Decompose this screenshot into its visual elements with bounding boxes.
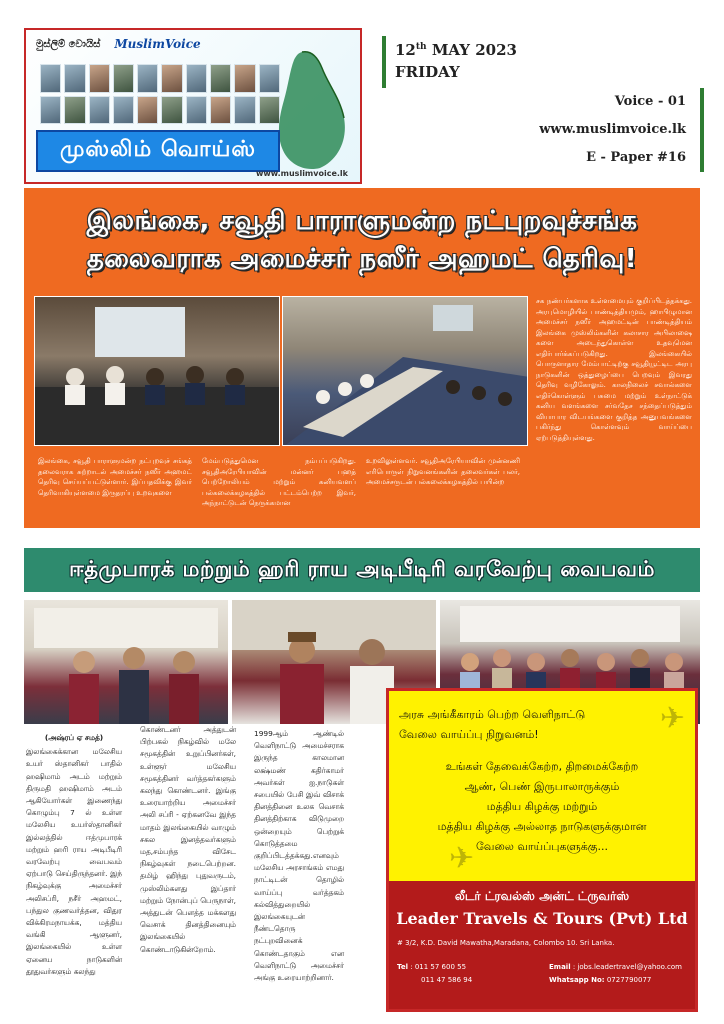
lead-photo-1-illustration (35, 297, 280, 446)
masthead-logo-banner (36, 130, 280, 172)
lead-text-column-1: இலங்கை, சவூதி பாராளுமன்ற நட்புறவுச் சங்கத் தலைவராக சுற்றாடல் அமைச்சர் நஸீர் அஹமட் தெரிவு செய்யப்பட்டுள்ளார். இப்பதவிக்கு இவர் தெரிவாகியுள்ளமை இருதரப்பு உறவுகளை (38, 457, 192, 497)
website-link[interactable]: www.muslimvoice.lk (539, 122, 686, 137)
ad-body-line-2: ஆண், பெண் இருபாலாருக்கும் (464, 780, 620, 793)
lead-text-column-3: உறவிலுள்ளவர். சவூதிஅரேபியாவின் முன்னணி எரிபொருள் நிறுவனங்களின் தலைவர்கள் பலர், அமைச்சருடன் பல்கலைக்கழகத்தில் பயின்ற (366, 457, 520, 486)
ad-line-1: அரசு அங்கீகாரம் பெற்ற வெளிநாட்டு (399, 708, 586, 721)
lead-story (24, 188, 700, 528)
ad-top-text (399, 705, 689, 745)
ad-phone-1[interactable]: : 011 57 600 55 (410, 963, 467, 971)
portrait-thumbnail (40, 64, 61, 93)
portrait-thumbnail (40, 96, 61, 125)
ad-body-line-4: மத்திய கிழக்கு அல்லாத நாடுகளுக்குமான (437, 820, 647, 833)
lead-photo-2-illustration (283, 297, 528, 446)
ad-whatsapp[interactable]: 0727790077 (606, 976, 652, 984)
masthead (24, 28, 362, 184)
portrait-thumbnail (137, 96, 158, 125)
lead-photo-panel-table (34, 296, 280, 446)
ad-line-2: வேலை வாய்ப்பு நிறுவனம்! (399, 728, 539, 741)
portrait-thumbnail (210, 96, 231, 125)
ad-body (399, 747, 685, 867)
airplane-icon: ✈ (449, 841, 475, 876)
epaper-number: E - Paper #16 (586, 150, 686, 165)
portrait-thumbnail (210, 64, 231, 93)
ad-contact-details: Email : jobs.leadertravel@yahoo.com Whatsapp No: 0727790077 (549, 963, 682, 984)
masthead-url: www.muslimvoice.lk (255, 169, 348, 178)
ad-company-panel (389, 881, 695, 1009)
portrait-thumbnail (234, 96, 255, 125)
lead-text-column-2: மேம்படுத்துமென நம்பப்படுகிறது. சவூதிஅரேபியாவின் மன்னர் பஹத் பெற்றோலியம் மற்றும் கனியவளப் பல்கலைக்கழகத்தில் பட்டம்பெற்ற இவர், அந்நாட்டுடன் நெருக்கமான (202, 457, 356, 507)
masthead-sinhala-name: මුස්ලිම් වොයිස් (36, 38, 101, 50)
portrait-thumbnail (64, 64, 85, 93)
ad-email[interactable]: : jobs.leadertravel@yahoo.com (572, 963, 682, 971)
second-story-column-1 (26, 732, 122, 978)
ad-address: # 3/2, K.D. David Mawatha,Maradana, Colombo 10. Sri Lanka. (397, 939, 615, 947)
lead-headline-line-2: தலைவராக அமைச்சர் நஸீர் அஹமட் தெரிவு! (86, 244, 638, 274)
portrait-thumbnail (113, 64, 134, 93)
portrait-thumbnail (64, 96, 85, 125)
portrait-thumbnail (113, 96, 134, 125)
masthead-tamil-logo: முஸ்லிம் வொய்ஸ் (60, 137, 256, 162)
ad-phone-numbers: Tel : 011 57 600 55 011 47 586 94 (397, 963, 473, 984)
second-story-byline: (அஷ்ரப் ஏ சமத்) (44, 733, 104, 742)
portrait-thumbnail (186, 96, 207, 125)
lead-headline-line-1: இலங்கை, சவூதி பாராளுமன்ற நட்புறவுச்சங்க (86, 206, 638, 236)
portrait-thumbnail (137, 64, 158, 93)
second-photo-1-illustration (24, 600, 228, 724)
lead-photo-conference-room (282, 296, 528, 446)
job-agency-advertisement[interactable] (386, 688, 698, 1012)
second-story-column-1-text: இலங்கைக்கான மலேசிய உயர் ஸ்தானிகர் பாதில் ஹஷிமாம் அடம் மற்றும் திருமதி ஹஷிமாம் அடம் ஆகியோர்கள் இணைந்து கொழும்பு 7 ல் உள்ள மலேசிய உயர்ஸ்தானிகர் இல்லத்தில் ஈத்முபாரக் மற்றும் ஹரி ராய அடிபீடிரி வரவேற்பு வைபவம் ஏற்பாடு செய்திருந்தனர். இந் நிகழ்வுக்கு அமைச்சர் அலிசப்ரி, நசீர் அஹமட், பந்துல குணவர்த்தன, விதுர விக்கிரமநாயக்க, மத்திய வங்கி ஆளுனர், இலங்கையில் உள்ள ஏனைய நாடுகளின் தூதுவர்களும் கலந்து (26, 747, 122, 976)
portrait-thumbnail (161, 64, 182, 93)
issue-date-block (382, 36, 517, 88)
portrait-thumbnail (89, 96, 110, 125)
lead-text-right-column: சக நண்பர்களாக உள்ளமையும் குறிப்பிடத்தக்கது. அரபுமொழியில் பாண்டித்தியமும், ஹாபிழுமான அமைச்சர் நஸீர் அஹமட்டின் பாண்டித்தியம் இலங்கை முஸ்லிம்களின் கலாசார அபிலாஷை களை அடைந்துகொள்ள உதவுமென எதிர்பார்க்கப்படுகிறது. இலங்கையில் பொருளாதார மேம்பாட்டிற்கு சவூதியூட்டிட அரபு நாடுகளின் ஒத்துழைப்பை பெறவும் இவரது தெரிவு வழிகோலும். காலநிலைச் சவால்களை எதிர்கொள்ளும் பசுமை மற்றும் உள்நாட்டுக் கனிய வளங்களை சர்வதேச சந்தைப்படுத்தும் வியாபார விடயங்களை குறித்த அனுபவங்களை பகிர்ந்து கொள்ளவும் வாய்ப்பை ஏற்படுத்தியுள்ளது. (536, 297, 692, 442)
voice-number: Voice - 01 (614, 94, 686, 109)
ad-body-line-5: வேலை வாய்ப்புகளுக்கு... (476, 840, 608, 853)
portrait-thumbnail (161, 96, 182, 125)
portrait-thumbnail (186, 64, 207, 93)
edition-info-block (504, 88, 704, 172)
ad-body-line-1: உங்கள் தேவைக்கேற்ற, திறமைக்கேற்ற (445, 760, 639, 773)
issue-weekday: FRIDAY (395, 63, 460, 81)
second-story-header (24, 548, 700, 592)
airplane-icon: ✈ (659, 701, 685, 736)
portrait-thumbnail (89, 64, 110, 93)
ad-phone-2[interactable]: 011 47 586 94 (421, 976, 473, 984)
ad-body-line-3: மத்திய கிழக்கு மற்றும் (486, 800, 598, 813)
masthead-english-name: MuslimVoice (114, 37, 201, 51)
portrait-thumbnail (234, 64, 255, 93)
lead-headline (34, 202, 690, 278)
second-story-column-2: கொண்டனர் அத்துடன் பிற்பகல் நிகழ்வில் மலே சமூகத்தின் உறுப்பினர்கள், உள்ளூர் மலேசிய சமூகத்தினர் வர்த்தகர்களும் கலந்து கொண்டனர். இங்கு உரையாற்றிய அமைச்சர் அலி சப்ரி - ஏற்கனவே இந்த மாதம் இலங்கையில் வாழும் சகல இனத்தவர்களும் மத,சம்பந்த விசேட நிகழ்வுகள் நடைபெற்றன. தமிழ் ஹிந்து புதுவருடம், முஸ்லிம்களது இப்தார் மற்றும் நோன்புப் பெருநாள், அத்துடன் பௌத்த மக்களது வெசாக் தினத்தினையும் இலங்கையில் கொண்டாடுகின்றோம். (140, 725, 236, 954)
ad-company-name-english: Leader Travels & Tours (Pvt) Ltd (396, 909, 688, 928)
second-story-headline: ஈத்முபாரக் மற்றும் ஹரி ராய அடிபீடிரி வரவேற்பு வைபவம் (69, 556, 655, 581)
masthead-portrait-strip (40, 64, 280, 124)
second-story-photo-1 (24, 600, 228, 724)
issue-date: 12th MAY 2023 (395, 41, 517, 59)
second-story-column-3: 1999ஆம் ஆண்டில் வெளிநாட்டு அமைச்சராக இருந்த காலமான லக்ஷ்மண் கதிர்காமர் அவர்கள் ஐ.நாடுகள் சபையில் பேசி இவ் விசாக் தினத்தினை உலக வெசாக் தினத்திற்காக விடுமுறை ஒன்றையும் பெற்றுக் கொடுத்தமை குறிப்பிடத்தக்கது.எனவும் மலேசிய அரசாங்கம் எமது நாட்டிடன் தொழில் வாய்ப்பு வர்த்தகம் கல்வித்துறையில் இலங்கையுடன் நீண்டதொரு நட்புறவினைக் கொண்டதாகும் என வெளிநாட்டு அமைச்சர் அங்கு உரையாற்றினார். (254, 729, 344, 983)
ad-company-name-tamil: லீடர் ட்ரவல்ஸ் அன்ட் ட்ருவர்ஸ் (454, 889, 630, 903)
